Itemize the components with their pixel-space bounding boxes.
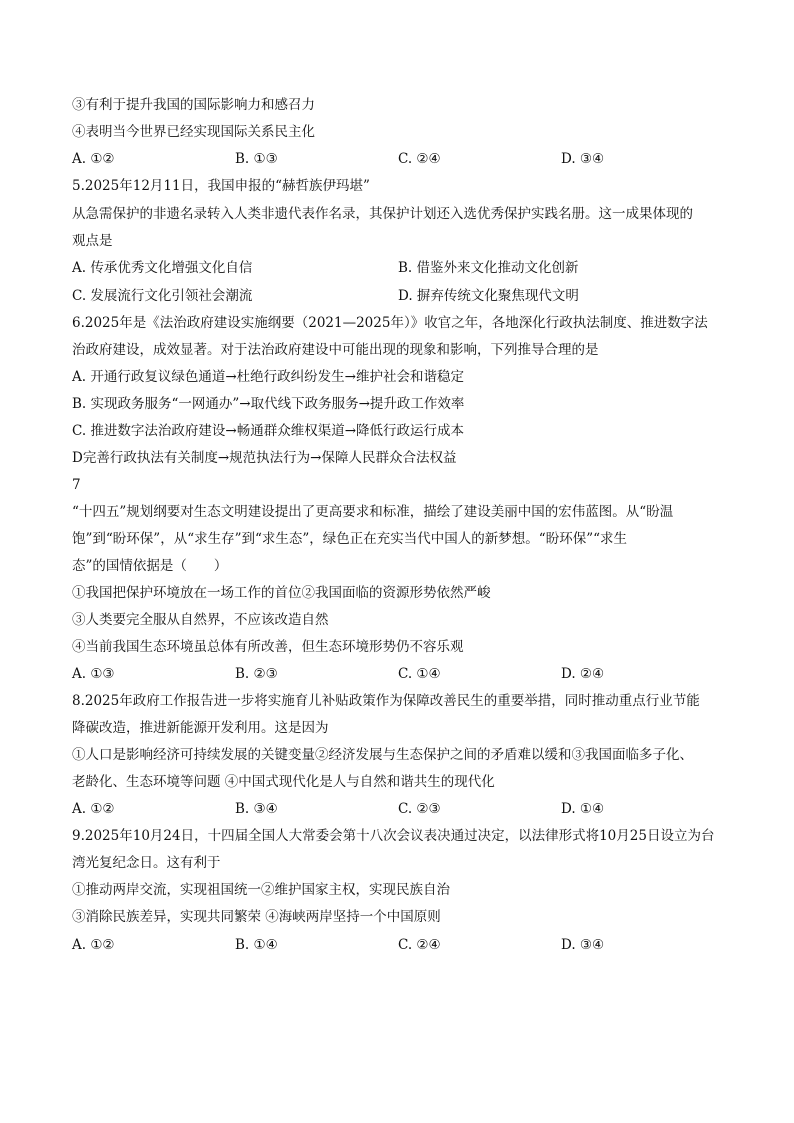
q5-stem-line-2: 从急需保护的非遗名录转入人类非遗代表作名录，其保护计划还入选优秀保护实践名册。这一成果体现的 (72, 206, 693, 222)
q4-options (72, 150, 732, 168)
q5-stem-line-1: 5.2025年12月11日，我国申报的“赫哲族伊玛堪” (72, 178, 370, 194)
q5-option-b: B. 借鉴外来文化推动文化创新 (398, 260, 579, 276)
q8-statements-line-1: ①人口是影响经济可持续发展的关键变量②经济发展与生态保护之间的矛盾难以缓和③我国面临多子化、 (72, 747, 693, 763)
q9-option-c: C. ②④ (398, 937, 441, 953)
q8-statements-line-2: 老龄化、生态环境等问题 ④中国式现代化是人与自然和谐共生的现代化 (72, 774, 495, 790)
q6-option-c: C. 推进数字法治政府建设→畅通群众维权渠道→降低行政运行成本 (72, 423, 465, 439)
q5-options-row-2 (72, 287, 732, 305)
q6-stem-line-1: 6.2025年是《法治政府建设实施纲要（2021—2025年）》收官之年，各地深化行政执法制度、推进数字法 (72, 315, 708, 331)
q5-stem-line-3: 观点是 (72, 233, 113, 249)
q6-stem-line-2: 治政府建设，成效显著。对于法治政府建设中可能出现的现象和影响，下列推导合理的是 (72, 342, 599, 358)
q4-option-d: D. ③④ (561, 151, 605, 167)
q9-stem-line-2: 湾光复纪念日。这有利于 (72, 855, 221, 871)
q7-option-c: C. ①④ (398, 666, 441, 682)
q7-option-a: A. ①③ (72, 666, 115, 682)
q9-options (72, 936, 732, 954)
q7-stem-line-3: 态”的国情依据是（ ） (72, 558, 228, 574)
q7-stem-line-2: 饱”到“盼环保”，从“求生存”到“求生态”，绿色正在充实当代中国人的新梦想。“盼环保”“求生 (72, 531, 628, 547)
q6-option-a: A. 开通行政复议绿色通道→杜绝行政纠纷发生→维护社会和谐稳定 (72, 369, 464, 385)
q4-option-a: A. ①② (72, 151, 115, 167)
q6-option-b: B. 实现政务服务“一网通办”→取代线下政务服务→提升政工作效率 (72, 396, 465, 412)
q6-option-d: D完善行政执法有关制度→规范执法行为→保障人民群众合法权益 (72, 450, 457, 466)
q8-options (72, 800, 732, 818)
q7-number: 7 (72, 477, 81, 493)
q8-stem-line-1: 8.2025年政府工作报告进一步将实施育儿补贴政策作为保障改善民生的重要举措，同时推动重点行业节能 (72, 693, 700, 709)
q5-option-d: D. 摒弃传统文化聚焦现代文明 (398, 288, 579, 304)
q8-option-a: A. ①② (72, 801, 115, 817)
q7-option-b: B. ②③ (235, 666, 278, 682)
q4-statement-3: ③有利于提升我国的国际影响力和感召力 (72, 97, 315, 113)
q5-option-a: A. 传承优秀文化增强文化自信 (72, 260, 253, 276)
q9-option-d: D. ③④ (561, 937, 605, 953)
q7-stem-line-1: “十四五”规划纲要对生态文明建设提出了更高要求和标准，描绘了建设美丽中国的宏伟蓝图。从“盼温 (72, 504, 674, 520)
q7-statements-1-2: ①我国把保护环境放在一场工作的首位②我国面临的资源形势依然严峻 (72, 585, 491, 601)
q7-options (72, 665, 732, 683)
q8-option-b: B. ③④ (235, 801, 278, 817)
q7-option-d: D. ②④ (561, 666, 605, 682)
q8-stem-line-2: 降碳改造，推进新能源开发利用。这是因为 (72, 720, 329, 736)
q9-statements-1-2: ①推动两岸交流，实现祖国统一②维护国家主权，实现民族自治 (72, 882, 450, 898)
q9-stem-line-1: 9.2025年10月24日，十四届全国人大常委会第十八次会议表决通过决定，以法律形式将10月25日设立为台 (72, 828, 715, 844)
q7-statement-4: ④当前我国生态环境虽总体有所改善，但生态环境形势仍不容乐观 (72, 639, 464, 655)
q5-options-row-1 (72, 259, 732, 277)
q8-option-c: C. ②③ (398, 801, 441, 817)
q4-statement-4: ④表明当今世界已经实现国际关系民主化 (72, 124, 315, 140)
q9-option-a: A. ①② (72, 937, 115, 953)
q7-statement-3: ③人类要完全服从自然界，不应该改造自然 (72, 612, 329, 628)
q8-option-d: D. ①④ (561, 801, 605, 817)
q4-option-b: B. ①③ (235, 151, 278, 167)
q5-option-c: C. 发展流行文化引领社会潮流 (72, 288, 253, 304)
q9-option-b: B. ①④ (235, 937, 278, 953)
q4-option-c: C. ②④ (398, 151, 441, 167)
q9-statements-3-4: ③消除民族差异，实现共同繁荣 ④海峡两岸坚持一个中国原则 (72, 909, 441, 925)
